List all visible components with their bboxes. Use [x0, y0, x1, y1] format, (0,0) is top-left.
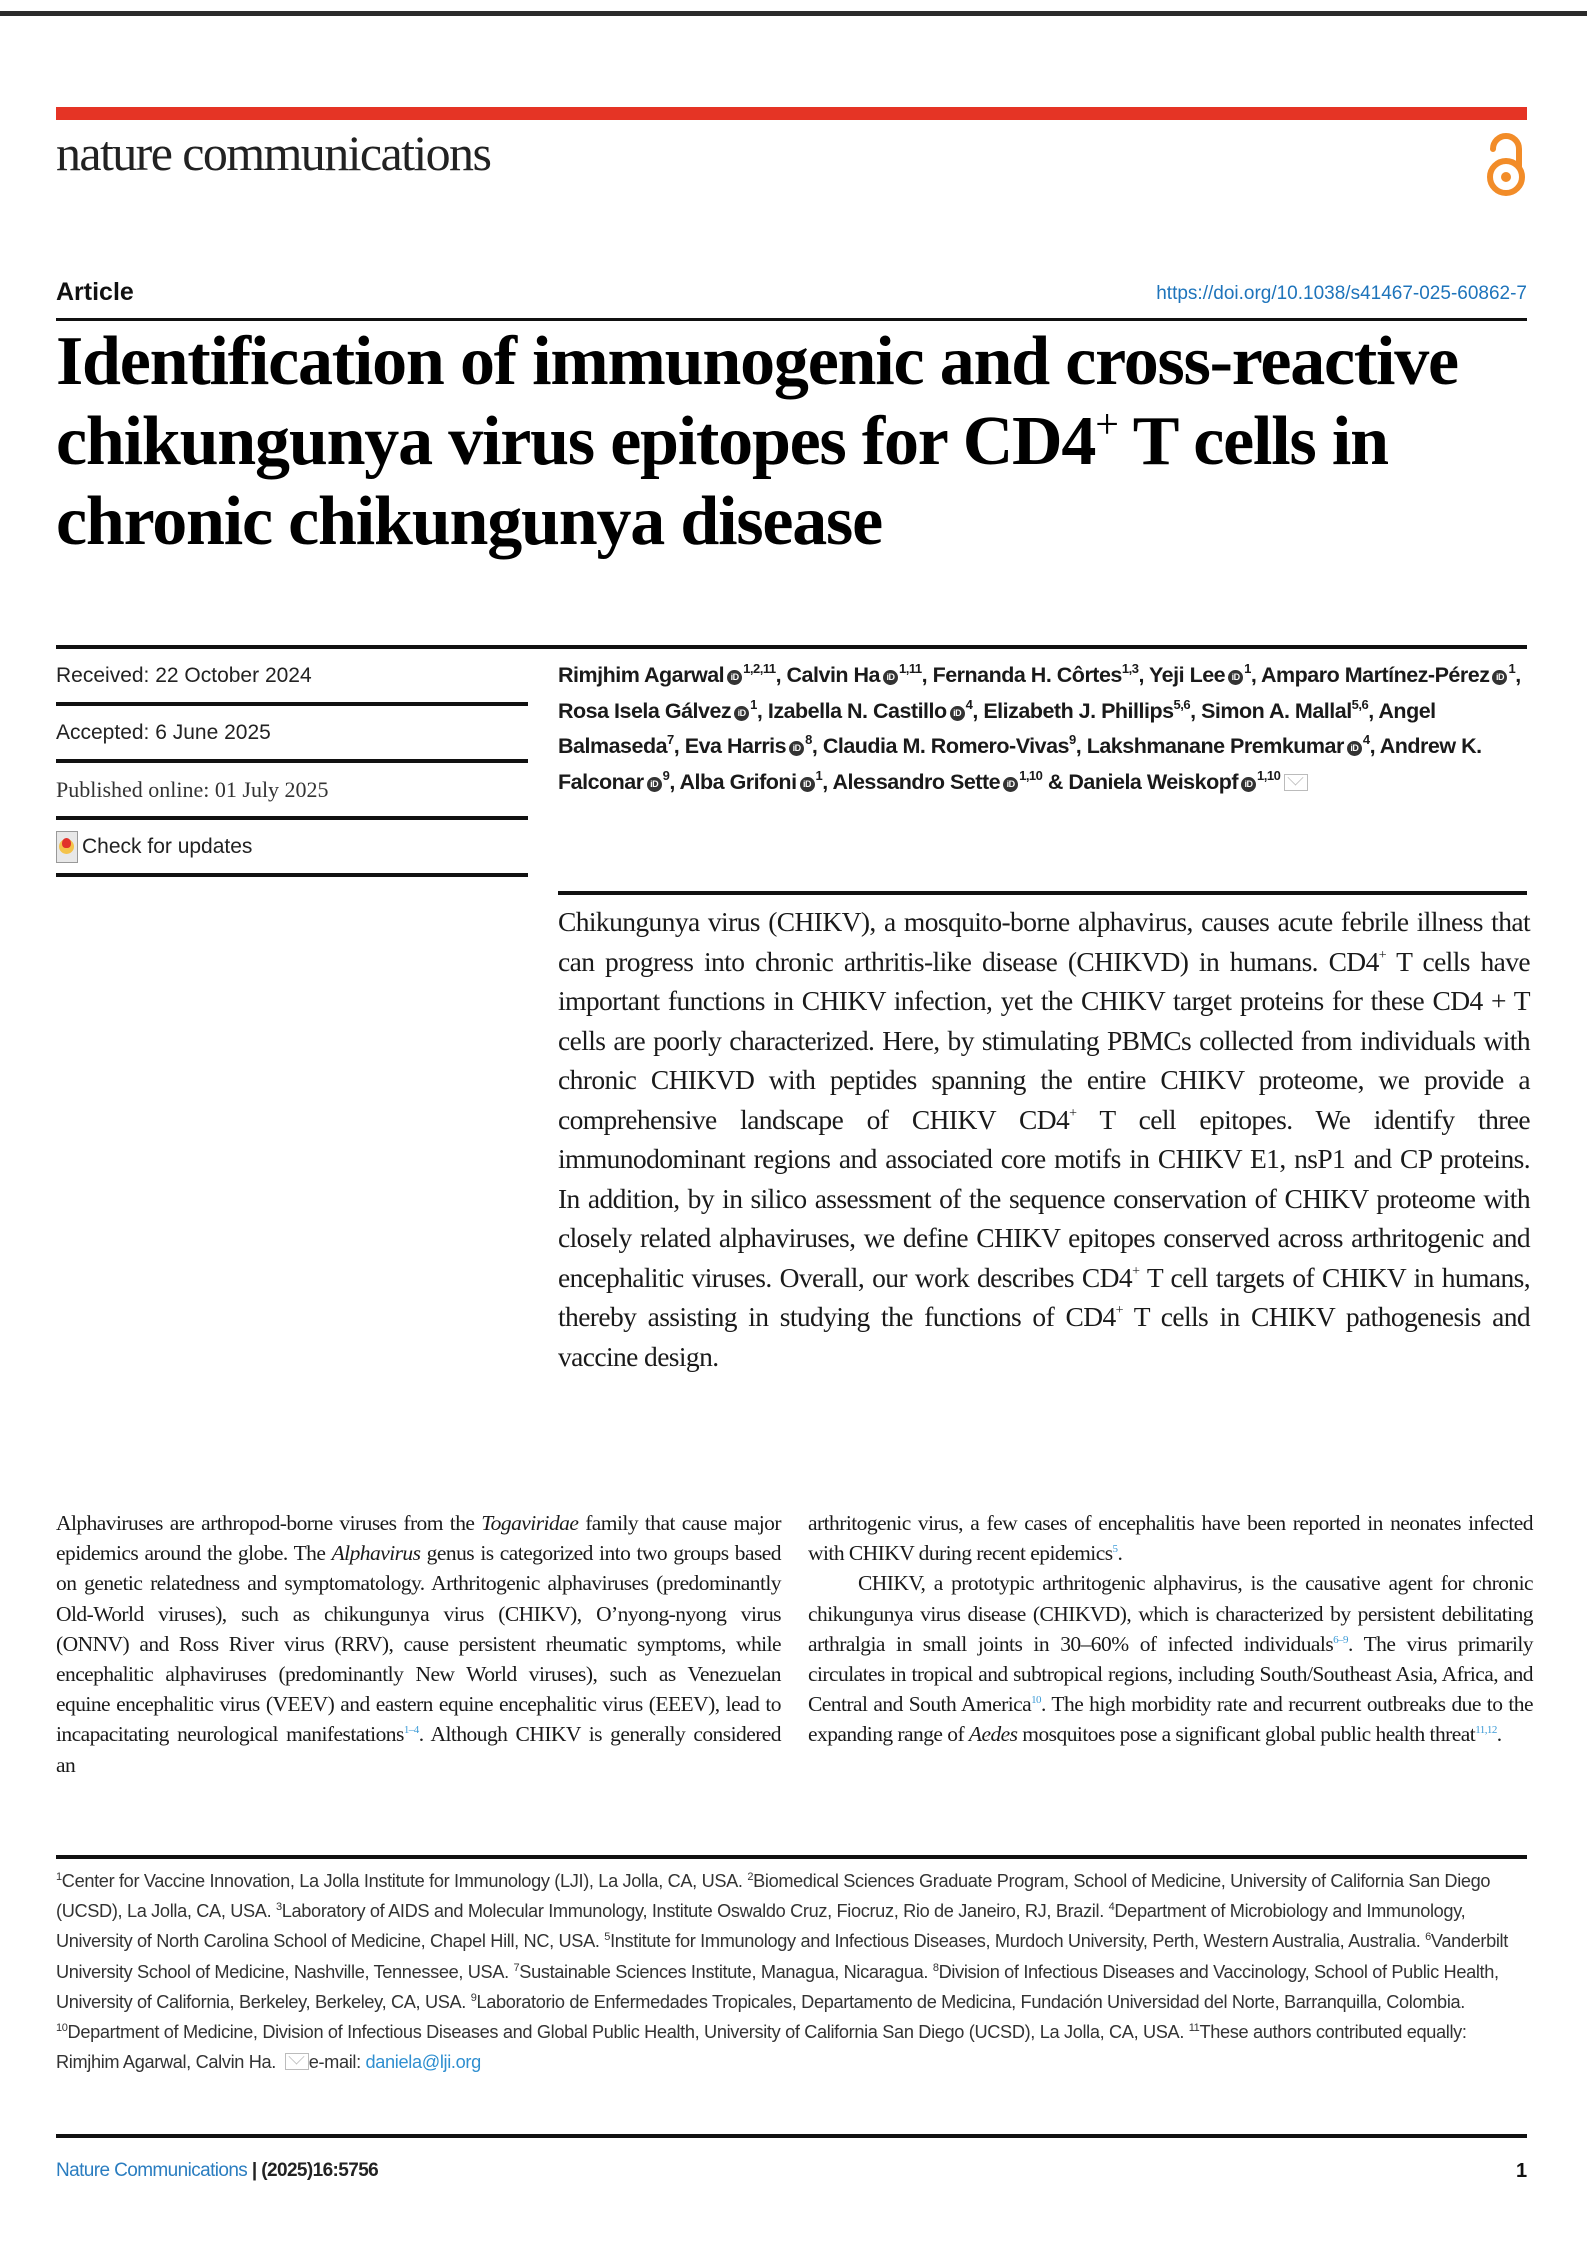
- affiliation-text: Department of Microbiology and Immunology, University of North Carolina School of Medicine, Chapel Hill, NC, USA.: [56, 1901, 1466, 1952]
- orcid-icon[interactable]: iD: [883, 670, 898, 685]
- top-border: [0, 11, 1587, 16]
- text-run: . The virus primarily circulates in tropical and subtropical regions, including South/Southeast Asia, Africa, and Central and South America: [808, 1631, 1533, 1717]
- body-column-right: [808, 1508, 1533, 1750]
- affiliation-number: 5: [604, 1931, 611, 1944]
- reference-superscript: +: [1069, 1105, 1077, 1121]
- journal-logo[interactable]: nature communications: [56, 125, 491, 181]
- check-for-updates-button[interactable]: [56, 820, 528, 877]
- author[interactable]: [787, 663, 922, 687]
- text-run: . The high morbidity rate and recurrent outbreaks due to the expanding range of: [808, 1692, 1533, 1747]
- received-date: Received: 22 October 2024: [56, 649, 528, 706]
- abstract: [558, 902, 1530, 1376]
- author-name: Izabella N. Castillo: [767, 698, 947, 723]
- author-name: Angel Balmaseda: [558, 698, 1436, 758]
- author-name: Rosa Isela Gálvez: [558, 698, 732, 723]
- title-superscript: +: [1095, 402, 1118, 448]
- text-run: .: [1496, 1722, 1502, 1747]
- author-name: Amparo Martínez-Pérez: [1261, 663, 1490, 687]
- affiliation-number: 2: [747, 1871, 754, 1883]
- affiliation-text: Biomedical Sciences Graduate Program, School of Medicine, University of California San Diego (UCSD), La Jolla, CA, USA.: [56, 1871, 1491, 1922]
- title-text-end: T cells in chronic chikungunya disease: [56, 403, 1388, 560]
- orcid-icon[interactable]: iD: [1347, 741, 1362, 756]
- affiliation-number: 6: [1425, 1931, 1431, 1944]
- orcid-icon[interactable]: iD: [647, 777, 662, 792]
- author[interactable]: [1261, 663, 1515, 687]
- text-run: T cell targets of CHIKV in humans, thereby assisting in studying the functions of CD4: [558, 1261, 1530, 1332]
- affiliation-text: These authors contributed equally: Rimjhim Agarwal, Calvin Ha.: [56, 2022, 1467, 2073]
- accepted-date: Accepted: 6 June 2025: [56, 706, 528, 763]
- author-name: Claudia M. Romero-Vivas: [822, 734, 1069, 758]
- affiliation-number: 1: [56, 1871, 62, 1883]
- author-name: Simon A. Mallal: [1201, 698, 1352, 723]
- email-label: e-mail:: [308, 2052, 366, 2073]
- orcid-icon[interactable]: iD: [950, 706, 965, 721]
- affiliation-ref: 1,10: [1019, 767, 1043, 783]
- article-type-label: Article: [56, 278, 134, 306]
- reference-superscript[interactable]: 11,12: [1475, 1724, 1497, 1737]
- text-run: T cell epitopes. We identify three immunodominant regions and associated core motifs in CHIKV E1, nsP1 and CP proteins. In addition, by in silico assessment of the sequence conservation of CHIKV proteome with closely related alphaviruses, we define CHIKV epitopes conserved across arthritogenic and encephalitic viruses. Overall, our work describes CD4: [558, 1103, 1530, 1293]
- affiliation-ref: 1: [750, 696, 757, 712]
- article-title: [56, 322, 1546, 562]
- check-for-updates-label: Check for updates: [82, 834, 253, 858]
- orcid-icon[interactable]: iD: [1228, 670, 1243, 685]
- italic-term: Alphavirus: [331, 1541, 421, 1566]
- email-link[interactable]: daniela@lji.org: [365, 2052, 481, 2073]
- divider: [56, 2134, 1527, 2138]
- affiliation-number: 3: [275, 1901, 282, 1914]
- author[interactable]: [1087, 734, 1370, 758]
- divider: [56, 318, 1527, 321]
- footer-volume: (2025)16:5756: [261, 2160, 379, 2181]
- author[interactable]: [679, 767, 823, 794]
- footer-citation: [56, 2160, 378, 2182]
- text-run: genus is categorized into two groups based on genetic relatedness and symptomatology. Arthritogenic alphaviruses (predominantly Old-World viruses), such as chikungunya virus (CHIKV), O’nyong-nyong virus (ONNV) and Ross River virus (RRV), cause persistent rheumatic symptoms, while encephalitic alphaviruses (predominantly New World viruses), such as Venezuelan equine encephalitic virus (VEEV) and eastern equine encephalitic virus (EEEV), lead to incapacitating neurological manifestations: [56, 1541, 781, 1747]
- affiliation-ref: 7: [667, 732, 674, 747]
- affiliation-ref: 4: [1362, 732, 1370, 747]
- author[interactable]: [1149, 663, 1251, 687]
- check-for-updates-icon: [56, 831, 78, 863]
- author-name: Fernanda H. Côrtes: [932, 663, 1122, 687]
- author-name: Calvin Ha: [786, 663, 881, 687]
- published-date: Published online: 01 July 2025: [56, 763, 528, 820]
- author-name: Alessandro Sette: [832, 769, 1001, 794]
- affiliation-ref: 1,3: [1121, 661, 1139, 676]
- text-run: .: [1117, 1541, 1123, 1566]
- footer-journal-link[interactable]: Nature Communications: [56, 2160, 248, 2181]
- text-run: arthritogenic virus, a few cases of encephalitis have been reported in neonates infected with CHIKV during recent epidemics: [808, 1511, 1533, 1566]
- author[interactable]: [1201, 696, 1369, 723]
- author[interactable]: [983, 696, 1191, 723]
- email-icon: [285, 2053, 309, 2070]
- orcid-icon[interactable]: iD: [734, 706, 749, 721]
- author[interactable]: [1068, 767, 1308, 794]
- orcid-icon[interactable]: iD: [727, 670, 742, 685]
- author-name: Rimjhim Agarwal: [558, 663, 725, 687]
- orcid-icon[interactable]: iD: [789, 741, 804, 756]
- body-paragraph: [808, 1568, 1533, 1749]
- reference-superscript[interactable]: 5: [1112, 1543, 1118, 1556]
- reference-superscript: +: [1132, 1263, 1140, 1279]
- author[interactable]: [558, 696, 757, 723]
- email-icon[interactable]: [1284, 774, 1308, 791]
- reference-superscript[interactable]: 6–9: [1333, 1633, 1349, 1646]
- affiliation-text: Vanderbilt University School of Medicine, Nashville, Tennessee, USA.: [56, 1931, 1508, 1982]
- body-column-left: [56, 1508, 781, 1780]
- divider: [558, 891, 1527, 895]
- author[interactable]: [767, 696, 973, 723]
- author-name: Andrew K. Falconar: [558, 734, 1482, 794]
- affiliation-number: 7: [513, 1961, 520, 1974]
- text-run: Chikungunya virus (CHIKV), a mosquito-borne alphavirus, causes acute febrile illness that can progress into chronic arthritis-like disease (CHIKVD) in humans. CD4: [558, 906, 1530, 977]
- affiliation-number: 11: [1188, 2022, 1200, 2035]
- orcid-icon[interactable]: iD: [1492, 670, 1507, 685]
- author[interactable]: [558, 663, 776, 687]
- text-run: . Although CHIKV is generally considered an: [56, 1722, 781, 1777]
- text-run: T cells have important functions in CHIKV infection, yet the CHIKV target proteins for these CD4 + T cells are poorly characterized. Here, by stimulating PBMCs collected from individuals with chronic CHIKVD with peptides spanning the entire CHIKV proteome, we provide a comprehensive landscape of CHIKV CD4: [558, 945, 1530, 1135]
- orcid-icon[interactable]: iD: [1003, 777, 1018, 792]
- affiliation-ref: 4: [965, 696, 973, 712]
- text-run: T cells in CHIKV pathogenesis and vaccine design.: [558, 1301, 1530, 1372]
- author[interactable]: [832, 767, 1043, 794]
- author-list: Rimjhim Agarwal iD$^{1,2,11}$, Calvin Ha iD$^{1,11}$, Fernanda H. Côrtes$^{1,3}$, Yeji Lee $iD^1$, Amparo Martínez-Pérez $iD^1$, Rosa Isela Gálvez $iD^1$, Izabella N. Castillo $iD^4$, Elizabeth J. Phillips$^{5,6}$, Simon A. Mallal$^{5,6}$, Angel Balmaseda$^7$, Eva Harris $iD^8$, Claudia M. Romero-Vivas$^9$, Lakshmanane Premkumar $iD^4$, Andrew K. Falconar $iD^9$, Alba Grifoni $iD^1$, Alessandro Sette iD$^{1,10}$ & Daniela Weiskopf iD$^{1,10}$: [558, 661, 1521, 794]
- reference-superscript[interactable]: 1–4: [403, 1724, 419, 1737]
- footer-separator: |: [247, 2160, 262, 2181]
- author-name: Lakshmanane Premkumar: [1086, 734, 1344, 758]
- text-run: mosquitoes pose a significant global public health threat: [1017, 1722, 1476, 1747]
- text-run: Alphaviruses are arthropod-borne viruses from the: [56, 1511, 482, 1535]
- affiliation-ref: 1: [815, 767, 823, 783]
- italic-term: Togaviridae: [481, 1511, 579, 1535]
- affiliation-ref: 9: [662, 767, 670, 783]
- author-name: Yeji Lee: [1149, 663, 1226, 687]
- author-name: Eva Harris: [684, 734, 787, 758]
- reference-superscript: +: [1115, 1303, 1123, 1318]
- body-paragraph: [808, 1508, 1533, 1568]
- affiliation-text: Department of Medicine, Division of Infectious Diseases and Global Public Health, University of California San Diego (UCSD), La Jolla, CA, USA.: [67, 2022, 1189, 2043]
- author-name: Elizabeth J. Phillips: [983, 698, 1174, 723]
- affiliation-ref: 1,11: [899, 661, 922, 676]
- affiliation-ref: 1,10: [1257, 767, 1281, 783]
- doi-link[interactable]: https://doi.org/10.1038/s41467-025-60862-7: [1156, 283, 1527, 304]
- affiliation-number: 4: [1108, 1901, 1115, 1914]
- affiliation-text: Laboratorio de Enfermedades Tropicales, Departamento de Medicina, Fundación Universidad del Norte, Barranquilla, Colombia.: [476, 1991, 1465, 2012]
- affiliation-number: 9: [470, 1991, 477, 2004]
- affiliation-text: Center for Vaccine Innovation, La Jolla Institute for Immunology (LJI), La Jolla, CA, USA.: [61, 1871, 748, 1891]
- author[interactable]: [933, 663, 1139, 687]
- author[interactable]: [685, 734, 812, 758]
- affiliation-ref: 5,6: [1173, 696, 1191, 712]
- affiliation-number: 10: [56, 2022, 68, 2035]
- affiliation-number: 8: [932, 1961, 939, 1974]
- text-run: family that cause major epidemics around the globe. The: [56, 1511, 781, 1566]
- affiliation-text: Division of Infectious Diseases and Vaccinology, School of Public Health, University of California, Berkeley, Berkeley, CA, USA.: [56, 1961, 1499, 2012]
- affiliation-ref: 5,6: [1351, 696, 1369, 712]
- affiliation-text: Laboratory of AIDS and Molecular Immunology, Institute Oswaldo Cruz, Fiocruz, Rio de Janeiro, RJ, Brazil.: [281, 1901, 1109, 1922]
- author-name: Daniela Weiskopf: [1068, 769, 1239, 794]
- body-paragraph: [56, 1508, 781, 1780]
- open-access-lock-icon: [1483, 127, 1529, 199]
- affiliation-ref: 8: [805, 732, 812, 747]
- affiliations: [56, 1866, 1531, 2077]
- article-dates: [56, 649, 528, 877]
- text-run: CHIKV, a prototypic arthritogenic alphavirus, is the causative agent for chronic chikungunya virus disease (CHIKVD), which is characterized by persistent debilitating arthralgia in small joints in 30–60% of infected individuals: [808, 1571, 1533, 1656]
- italic-term: Aedes: [968, 1722, 1018, 1747]
- affiliation-ref: 1,2,11: [743, 661, 776, 676]
- page-number: 1: [1516, 2160, 1528, 2182]
- orcid-icon[interactable]: iD: [1241, 777, 1256, 792]
- affiliation-text: Institute for Immunology and Infectious Diseases, Murdoch University, Perth, Western Australia, Australia.: [610, 1931, 1426, 1952]
- affiliation-ref: 1: [1244, 661, 1251, 676]
- affiliation-ref: 1: [1508, 661, 1516, 676]
- reference-superscript[interactable]: 10: [1031, 1694, 1042, 1707]
- divider: [56, 1855, 1527, 1859]
- affiliation-text: Sustainable Sciences Institute, Managua, Nicaragua.: [519, 1961, 933, 1982]
- title-text: Identification of immunogenic and cross-reactive chikungunya virus epitopes for CD4: [56, 323, 1458, 480]
- author[interactable]: [823, 734, 1076, 758]
- affiliation-ref: 9: [1069, 732, 1076, 747]
- reference-superscript: +: [1378, 947, 1387, 963]
- author-name: Alba Grifoni: [679, 769, 797, 794]
- orcid-icon[interactable]: iD: [800, 777, 815, 792]
